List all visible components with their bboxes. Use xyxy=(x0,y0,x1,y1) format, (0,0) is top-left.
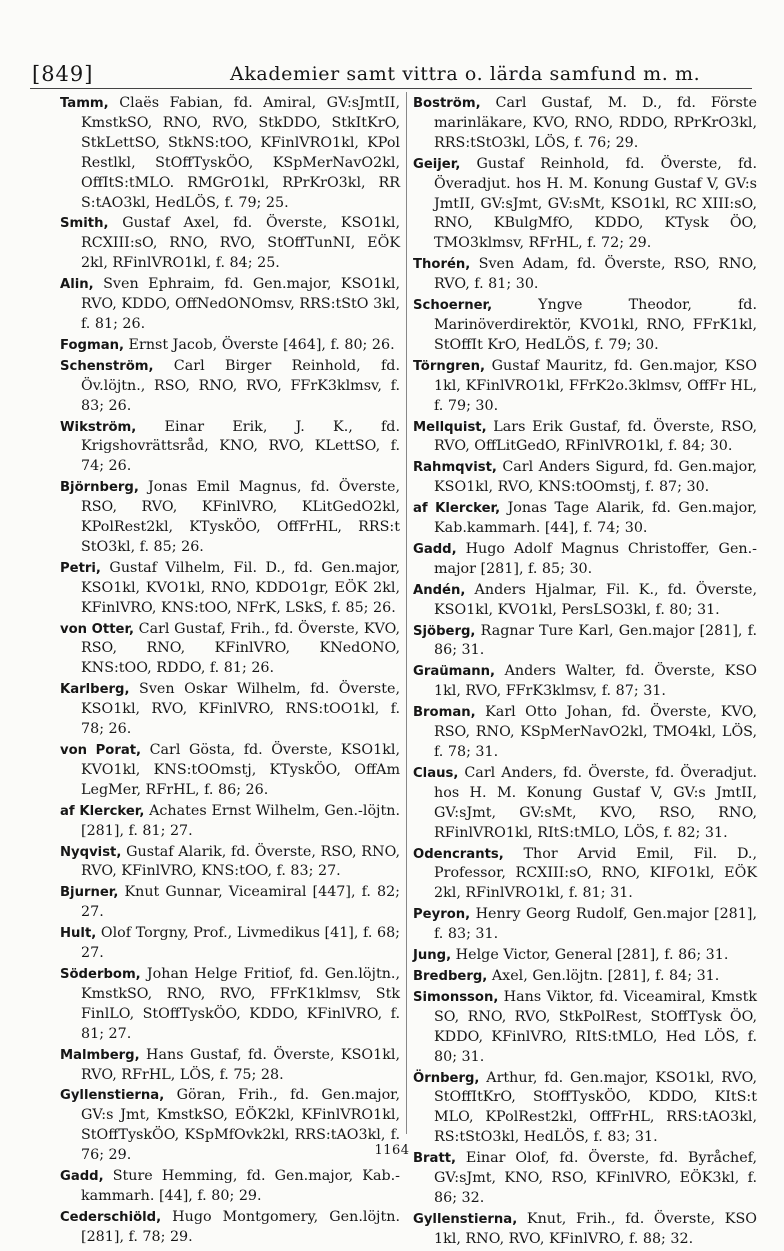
list-item xyxy=(413,499,757,539)
entry-name: Odencrants, xyxy=(413,846,504,862)
entry-name: von Porat, xyxy=(60,743,142,758)
list-item xyxy=(413,155,757,255)
page-header xyxy=(30,62,752,89)
list-item xyxy=(60,1046,400,1086)
header-page-number: [849] xyxy=(32,62,94,86)
entry-details: Achates Ernst Wilhelm, Gen.-löjtn. [281], f. 81; 27. xyxy=(81,802,400,839)
entry-details: Jonas Emil Magnus, fd. Överste, RSO, RVO, KFinlVRO, KLitGedO2kl, KPolRest2kl, KTyskÖO, OffFrHL, RRS:t StO3kl, f. 85; 26. xyxy=(81,479,400,555)
list-item xyxy=(413,764,757,844)
list-item xyxy=(60,418,400,478)
entry-name: Mellquist, xyxy=(413,419,487,435)
entry-details: Helge Victor, General [281], f. 86; 31. xyxy=(451,947,729,964)
list-item xyxy=(413,967,757,987)
right-column xyxy=(413,94,757,1251)
list-item xyxy=(413,540,757,580)
entry-details: Olof Torgny, Prof., Livmedikus [41], f. 68; 27. xyxy=(81,925,400,962)
entry-details: Karl Otto Johan, fd. Överste, KVO, RSO, RNO, KSpMerNavO2kl, TMO4kl, LÖS, f. 78; 31. xyxy=(434,704,757,760)
entry-details: Lars Erik Gustaf, fd. Överste, RSO, RVO, OffLitGedO, RFinlVRO1kl, f. 84; 30. xyxy=(434,418,757,455)
entry-name: Hult, xyxy=(60,926,97,942)
entry-name: Schoerner, xyxy=(413,298,493,314)
entry-details: Carl Anders, fd. Överste, fd. Överadjut. hos H. M. Konung Gustaf V, GV:s JmtII, GV:sJmt, GV:sMt, KVO, RSO, RNO, RFinlVRO1kl, RItS:tMLO, LÖS, f. 82; 31. xyxy=(434,764,757,841)
entry-name: Cederschiöld, xyxy=(60,1209,162,1225)
list-item xyxy=(60,559,400,619)
list-item xyxy=(60,620,400,680)
list-item xyxy=(60,802,400,842)
entry-details: Carl Gösta, fd. Överste, KSO1kl, KVO1kl, KNS:tOOmstj, KTyskÖO, OffAm LegMer, RFrHL, f. 86; 26. xyxy=(81,742,400,798)
entry-name: Björnberg, xyxy=(60,480,139,496)
entry-name: Boström, xyxy=(413,96,481,111)
list-item xyxy=(60,924,400,964)
entry-name: Törngren, xyxy=(413,358,485,374)
list-item xyxy=(60,1208,400,1248)
entry-name: Jung, xyxy=(413,948,452,964)
entry-details: Sven Oskar Wilhelm, fd. Överste, KSO1kl, RVO, KFinlVRO, RNS:tOO1kl, f. 78; 26. xyxy=(81,681,400,738)
entry-details: Carl Gustaf, M. D., fd. Förste marinläkare, KVO, RNO, RDDO, RPrKrO3kl, RRS:tStO3kl, LÖS, f. 76; 29. xyxy=(434,95,757,151)
entry-details: Anders Hjalmar, Fil. K., fd. Överste, KSO1kl, KVO1kl, PersLSO3kl, f. 80; 31. xyxy=(434,581,757,618)
left-column xyxy=(60,94,400,1249)
entry-name: von Otter, xyxy=(60,621,135,637)
entry-details: Ragnar Ture Karl, Gen.major [281], f. 86; 31. xyxy=(434,622,757,659)
list-item xyxy=(413,255,757,295)
entry-name: af Klercker, xyxy=(413,501,501,517)
entry-name: Andén, xyxy=(413,582,466,598)
list-item xyxy=(60,336,400,356)
entry-name: Claus, xyxy=(413,765,459,781)
entry-name: Simonsson, xyxy=(413,989,499,1005)
list-item xyxy=(413,905,757,945)
entry-name: Schenström, xyxy=(60,358,154,374)
entry-name: Bratt, xyxy=(413,1151,457,1167)
entry-details: Gustaf Vilhelm, Fil. D., fd. Gen.major, KSO1kl, KVO1kl, RNO, KDDO1gr, EÖK 2kl, KFinlVRO, KNS:tOO, NFrK, LSkS, f. 85; 26. xyxy=(81,559,400,616)
entry-details: Knut, Frih., fd. Överste, KSO 1kl, RNO, RVO, KFinlVRO, f. 88; 32. xyxy=(434,1210,757,1247)
list-item xyxy=(413,1069,757,1149)
entry-details: Hans Gustaf, fd. Överste, KSO1kl, RVO, RFrHL, LÖS, f. 75; 28. xyxy=(81,1046,400,1083)
entry-details: Axel, Gen.löjtn. [281], f. 84; 31. xyxy=(487,967,720,984)
entry-details: Carl Anders Sigurd, fd. Gen.major, KSO1kl, RVO, KNS:tOOmstj, f. 87; 30. xyxy=(434,459,757,496)
list-item xyxy=(413,357,757,417)
entry-name: Petri, xyxy=(60,560,101,576)
entry-name: Gadd, xyxy=(60,1169,104,1185)
entry-name: Örnberg, xyxy=(413,1070,480,1086)
list-item xyxy=(60,478,400,558)
entry-name: Rahmqvist, xyxy=(413,460,497,476)
list-item xyxy=(60,741,400,801)
entry-details: Gustaf Alarik, fd. Överste, RSO, RNO, RVO, KFinlVRO, KNS:tOO, f. 83; 27. xyxy=(81,843,400,880)
list-item xyxy=(60,275,400,335)
entry-name: Tamm, xyxy=(60,96,109,111)
entry-details: Sture Hemming, fd. Gen.major, Kab.-kammarh. [44], f. 80; 29. xyxy=(81,1168,400,1204)
entry-name: Gyllenstierna, xyxy=(60,1088,165,1104)
entry-details: Einar Olof, fd. Överste, fd. Byråchef, GV:sJmt, KNO, RSO, KFinlVRO, EÖK3kl, f. 86; 32. xyxy=(434,1150,757,1206)
list-item xyxy=(413,418,757,458)
entry-name: Gadd, xyxy=(413,541,457,557)
entry-name: Nyqvist, xyxy=(60,844,122,860)
entry-details: Göran, Frih., fd. Gen.major, GV:s Jmt, KmstkSO, EÖK2kl, KFinlVRO1kl, StOffTyskÖO, KSpMfOvk2kl, RRS:tAO3kl, f. 76; 29. xyxy=(81,1087,400,1164)
list-item xyxy=(413,703,757,763)
entry-name: Fogman, xyxy=(60,337,125,353)
list-item xyxy=(60,94,400,213)
entry-details: Ernst Jacob, Överste [464], f. 80; 26. xyxy=(124,336,395,353)
entry-details: Yngve Theodor, fd. Marinöverdirektör, KVO1kl, RNO, FFrK1kl, StOffIt KrO, HedLÖS, f. 79; 30. xyxy=(434,297,757,353)
list-item xyxy=(413,946,757,966)
entry-name: Bjurner, xyxy=(60,885,119,901)
entry-details: Johan Helge Fritiof, fd. Gen.löjtn., KmstkSO, RNO, RVO, FFrK1klmsv, Stk FinlLO, StOffTyskÖO, KDDO, KFinlVRO, f. 81; 27. xyxy=(81,965,400,1042)
entry-details: Hugo Adolf Magnus Christoffer, Gen.-major [281], f. 85; 30. xyxy=(434,540,757,577)
entry-name: Geijer, xyxy=(413,156,461,172)
entry-name: Söderbom, xyxy=(60,966,141,982)
entry-details: Carl Gustaf, Frih., fd. Överste, KVO, RSO, RNO, KFinlVRO, KNedONO, KNS:tOO, RDDO, f. 81; 26. xyxy=(81,620,400,677)
entry-details: Hans Viktor, fd. Viceamiral, Kmstk SO, RNO, RVO, StkPolRest, StOffTysk ÖO, KDDO, KFinlVRO, RItS:tMLO, Hed LÖS, f. 80; 31. xyxy=(434,988,757,1065)
entry-details: Henry Georg Rudolf, Gen.major [281], f. 83; 31. xyxy=(434,906,757,943)
list-item xyxy=(413,296,757,356)
list-item xyxy=(60,357,400,417)
entry-details: Carl Birger Reinhold, fd. Öv.löjtn., RSO, RNO, RVO, FFrK3klmsv, f. 83; 26. xyxy=(81,357,400,414)
entry-name: Peyron, xyxy=(413,907,471,923)
list-item xyxy=(413,1149,757,1209)
list-item xyxy=(413,581,757,621)
list-item xyxy=(413,622,757,662)
column-divider xyxy=(406,92,407,1134)
entry-name: Gyllenstierna, xyxy=(413,1211,518,1227)
entry-name: Thorén, xyxy=(413,257,471,273)
entry-details: Sven Adam, fd. Överste, RSO, RNO, RVO, f. 81; 30. xyxy=(434,256,757,293)
entry-name: Karlberg, xyxy=(60,682,130,698)
entry-details: Hugo Montgomery, Gen.löjtn. [281], f. 78; 29. xyxy=(81,1208,400,1245)
entry-details: Anders Walter, fd. Överste, KSO 1kl, RVO, FFrK3klmsv, f. 87; 31. xyxy=(434,663,757,700)
running-title: Akademier samt vittra o. lärda samfund m. m. xyxy=(230,63,701,85)
entry-details: Gustaf Axel, fd. Överste, KSO1kl, RCXIII:sO, RNO, RVO, StOffTunNI, EÖK 2kl, RFinlVRO1kl, f. 84; 25. xyxy=(81,215,400,272)
entry-details: Gustaf Reinhold, fd. Överste, fd. Överadjut. hos H. M. Konung Gustaf V, GV:s JmtII, GV:sJmt, GV:sMt, KSO1kl, RC XIII:sO, RNO, KBulgMfO, KDDO, KTysk ÖO, TMO3klmsv, RFrHL, f. 72; 29. xyxy=(434,155,757,252)
entry-name: Broman, xyxy=(413,705,476,721)
entry-name: Alin, xyxy=(60,277,94,293)
list-item xyxy=(60,214,400,274)
list-item xyxy=(413,662,757,702)
footer-page-number: 1164 xyxy=(374,1143,410,1158)
entry-name: Sjöberg, xyxy=(413,623,476,639)
list-item xyxy=(60,1167,400,1207)
entry-name: Malmberg, xyxy=(60,1047,140,1063)
entry-details: Arthur, fd. Gen.major, KSO1kl, RVO, StOffItKrO, StOffTyskÖO, KDDO, KItS:t MLO, KPolRest2kl, OffFrHL, RRS:tAO3kl, RS:tStO3kl, HedLÖS, f. 83; 31. xyxy=(434,1069,757,1146)
list-item xyxy=(413,458,757,498)
entry-name: Wikström, xyxy=(60,419,137,435)
list-item xyxy=(413,94,757,154)
entry-details: Thor Arvid Emil, Fil. D., Professor, RCXIII:sO, RNO, KIFO1kl, EÖK 2kl, RFinlVRO1kl, f. 81; 31. xyxy=(434,845,757,902)
list-item xyxy=(60,843,400,883)
list-item xyxy=(60,883,400,923)
entry-name: Bredberg, xyxy=(413,968,488,984)
list-item xyxy=(413,1210,757,1250)
entry-details: Knut Gunnar, Viceamiral [447], f. 82; 27. xyxy=(81,884,400,921)
entry-details: Claës Fabian, fd. Amiral, GV:sJmtII, KmstkSO, RNO, RVO, StkDDO, StkItKrO, StkLettSO, StkNS:tOO, KFinlVRO1kl, KPol Restlkl, StOffTyskÖO, KSpMerNavO2kl, OffItS:tMLO. RMGrO1kl, RPrKrO3kl, RR S:tAO3kl, HedLÖS, f. 79; 25. xyxy=(81,95,400,211)
list-item xyxy=(60,680,400,740)
entry-details: Gustaf Mauritz, fd. Gen.major, KSO 1kl, KFinlVRO1kl, FFrK2o.3klmsv, OffFr HL, f. 79; 30. xyxy=(434,357,757,414)
list-item xyxy=(413,988,757,1068)
entry-name: Graümann, xyxy=(413,664,496,680)
entry-name: af Klercker, xyxy=(60,803,145,819)
entry-details: Sven Ephraim, fd. Gen.major, KSO1kl, RVO, KDDO, OffNedONOmsv, RRS:tStO 3kl, f. 81; 26. xyxy=(81,276,400,332)
list-item xyxy=(413,845,757,905)
entry-details: Einar Erik, J. K., fd. Krigshovrättsråd, KNO, RVO, KLettSO, f. 74; 26. xyxy=(81,418,400,475)
entry-name: Smith, xyxy=(60,216,109,232)
list-item xyxy=(60,965,400,1045)
entry-details: Jonas Tage Alarik, fd. Gen.major, Kab.kammarh. [44], f. 74; 30. xyxy=(434,500,757,537)
